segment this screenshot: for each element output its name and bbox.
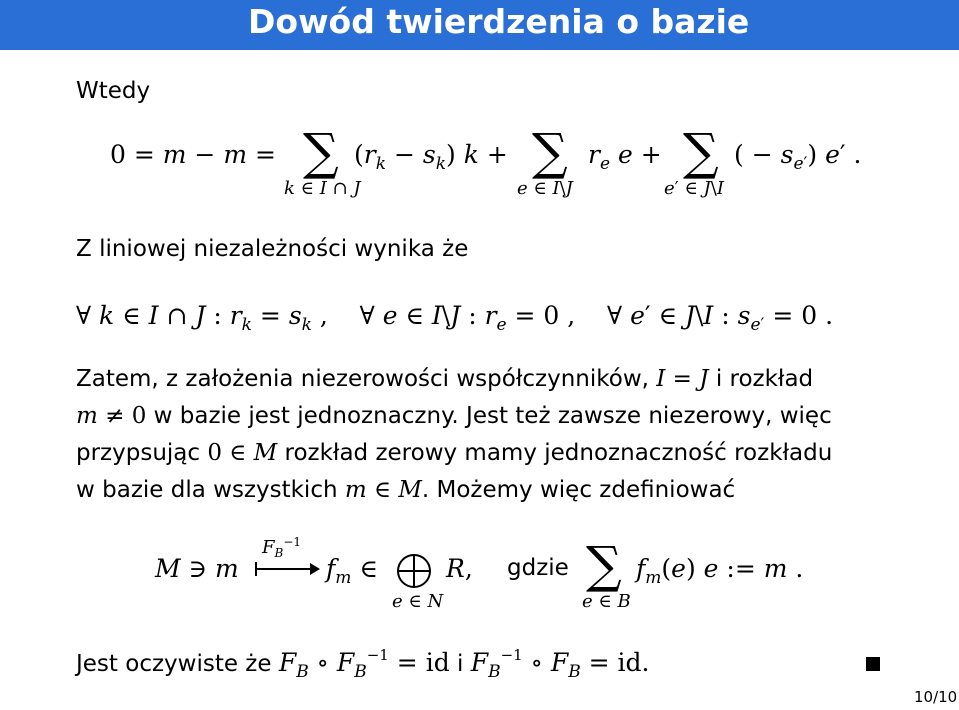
eq1-term-2: $r_e$ e +: [588, 140, 662, 174]
sum-sign-4: ∑: [586, 536, 622, 594]
eq1-lhs: 0 = m − m =: [110, 140, 276, 169]
text-gdzie: gdzie: [507, 555, 569, 581]
equation-coefficients: ∀ k ∈ I ∩ J : $r_k = s_k$ , ∀ e ∈ I\J : $r_e = 0$ , ∀ e′ ∈ J\I : $s_{e'} = 0$ .: [76, 301, 834, 335]
maps-to-arrow: [256, 568, 318, 570]
direct-sum-limit: e ∈ N: [392, 591, 444, 612]
sum-sign-1: ∑: [303, 123, 339, 181]
eq3-R: R,: [446, 554, 473, 583]
slide-title: Dowód twierdzenia o bazie: [248, 2, 750, 41]
direct-sum-sign: [397, 554, 431, 588]
eq1-term-3: ( − $s_{e'}$) e′ .: [734, 140, 862, 174]
eq1-term-1: $(r_k - s_k) k$ +: [354, 140, 508, 174]
sum-sign-2: ∑: [532, 123, 568, 181]
zatem-line-2: m ≠ 0 w bazie jest jednoznaczny. Jest też zawsze niezerowy, więc: [76, 403, 832, 429]
eq3-rhs: $f_m(e)$ e := m .: [636, 554, 804, 588]
title-bar: [0, 0, 959, 50]
sum-limit-2: e ∈ I\J: [517, 178, 573, 199]
text-wtedy: Wtedy: [76, 78, 151, 104]
zatem-line-3: przypsując 0 ∈ M rozkład zerowy mamy jednoznaczność rozkładu: [76, 440, 833, 466]
eq3-fm: $f_m$ ∈: [326, 554, 378, 588]
sum-limit-1: k ∈ I ∩ J: [284, 178, 361, 199]
zatem-line-4: w bazie dla wszystkich m ∈ M. Możemy więc zdefiniować: [76, 477, 736, 503]
arrow-label: $F_B^{-1}$: [262, 535, 302, 560]
qed-square: [866, 657, 880, 671]
sum-limit-4: e ∈ B: [582, 591, 631, 612]
eq3-lhs: M ∋ m: [155, 554, 239, 583]
sum-sign-3: ∑: [683, 123, 719, 181]
text-z-liniowej: Z liniowej niezależności wynika że: [76, 236, 469, 262]
sum-limit-3: e′ ∈ J\I: [664, 178, 724, 199]
page-number: 10/10: [914, 688, 958, 706]
text-jest-oczywiste: Jest oczywiste że $F_B$ ∘ $F_B^{-1}$ = id i $F_B^{-1}$ ∘ $F_B$ = id.: [76, 646, 650, 682]
zatem-line-1: Zatem, z założenia niezerowości współczynników, I = J i rozkład: [76, 366, 814, 392]
